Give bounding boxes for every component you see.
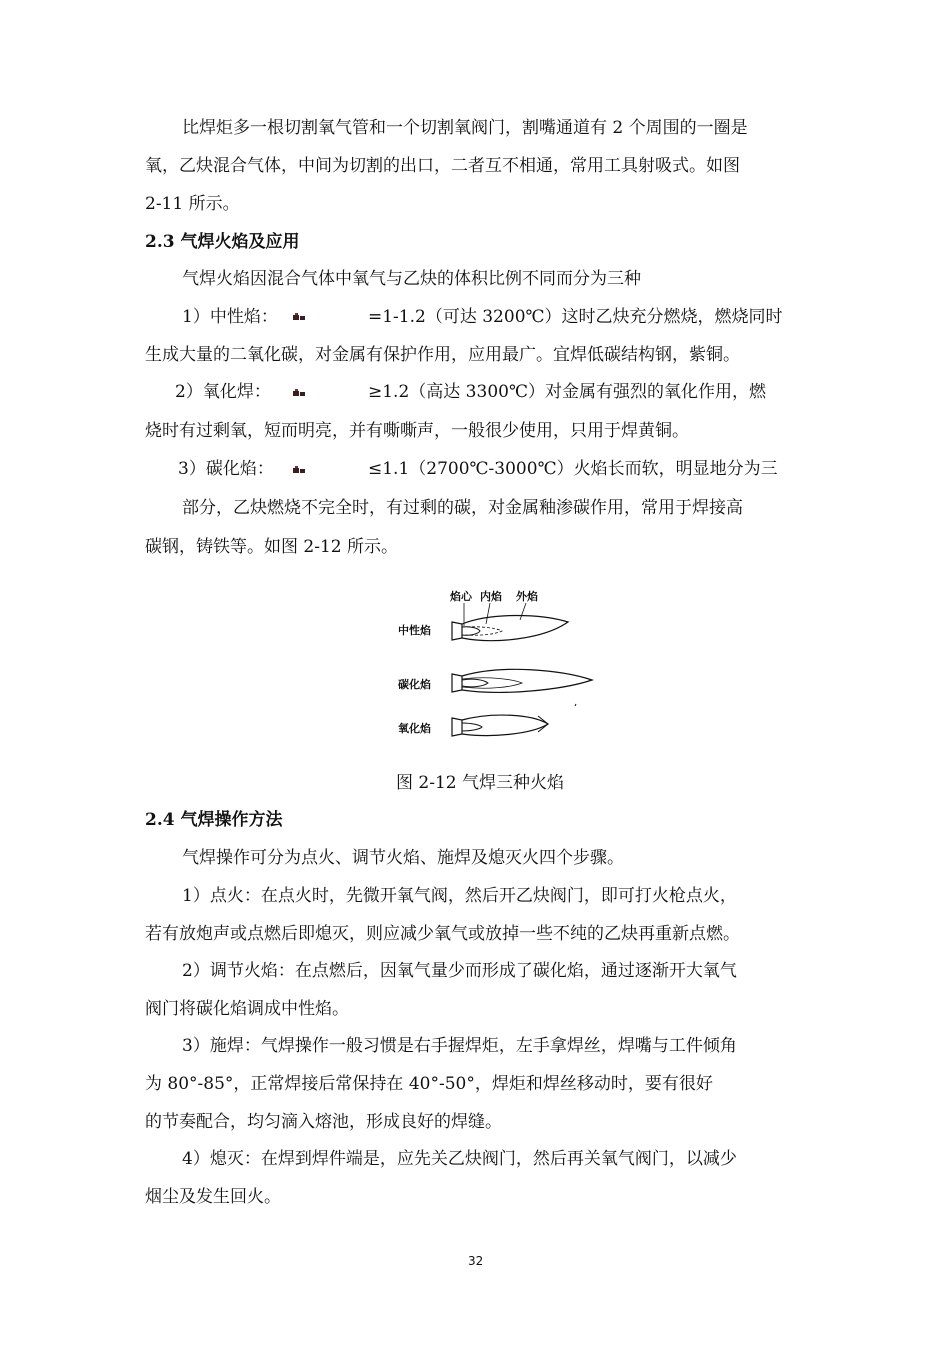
label-inner: 内焰 bbox=[480, 590, 502, 603]
body-text-line: 生成大量的二氧化碳，对金属有保护作用，应用最广。宜焊低碳结构钢，紫铜。 bbox=[145, 345, 740, 365]
body-text-line: 烧时有过剩氧，短而明亮，并有嘶嘶声，一般很少使用，只用于焊黄铜。 bbox=[145, 421, 689, 441]
body-text-line: 碳钢，铸铁等。如图 2-12 所示。 bbox=[145, 537, 398, 557]
page-number: 32 bbox=[468, 1254, 484, 1268]
label-neutral-flame: 中性焰 bbox=[398, 624, 431, 637]
body-text-line: 烟尘及发生回火。 bbox=[145, 1187, 281, 1207]
body-text-line: =1-1.2（可达 3200℃）这时乙炔充分燃烧，燃烧同时 bbox=[368, 307, 783, 327]
figure-caption: 图 2-12 气焊三种火焰 bbox=[396, 773, 564, 793]
formula-image-icon bbox=[292, 388, 306, 398]
oxidizing-flame-label: 2）氧化焊： bbox=[175, 382, 271, 402]
body-text-line: 氧，乙炔混合气体，中间为切割的出口，二者互不相通，常用工具射吸式。如图 bbox=[145, 156, 740, 176]
body-text-line: 为 80°-85°，正常焊接后常保持在 40°-50°，焊炬和焊丝移动时，要有很好 bbox=[145, 1074, 713, 1094]
body-text-line: ≥1.2（高达 3300℃）对金属有强烈的氧化作用，燃 bbox=[368, 382, 766, 402]
formula-image-icon bbox=[292, 312, 306, 322]
body-text-line: 3）施焊：气焊操作一般习惯是右手握焊炬，左手拿焊丝，焊嘴与工件倾角 bbox=[182, 1036, 737, 1056]
body-text-line: 气焊操作可分为点火、调节火焰、施焊及熄灭火四个步骤。 bbox=[182, 848, 624, 868]
label-outer: 外焰 bbox=[516, 590, 538, 603]
label-core: 焰心 bbox=[450, 590, 472, 603]
carburizing-flame-label: 3）碳化焰： bbox=[178, 459, 274, 479]
neutral-flame-label: 1）中性焰： bbox=[182, 307, 278, 327]
formula-image-icon bbox=[292, 465, 306, 475]
body-text-line: 比焊炬多一根切割氧气管和一个切割氧阀门，割嘴通道有 2 个周围的一圈是 bbox=[182, 118, 748, 138]
flame-types-figure bbox=[392, 582, 612, 742]
section-heading-2-4: 2.4 气焊操作方法 bbox=[145, 810, 283, 830]
body-text-line: 2-11 所示。 bbox=[145, 194, 240, 214]
section-heading-2-3: 2.3 气焊火焰及应用 bbox=[145, 232, 300, 252]
body-text-line: 的节奏配合，均匀滴入熔池，形成良好的焊缝。 bbox=[145, 1112, 502, 1132]
body-text-line: 1）点火：在点火时，先微开氧气阀，然后开乙炔阀门，即可打火枪点火， bbox=[182, 886, 737, 906]
body-text-line: 2）调节火焰：在点燃后，因氧气量少而形成了碳化焰，通过逐渐开大氧气 bbox=[182, 961, 737, 981]
body-text-line: 阀门将碳化焰调成中性焰。 bbox=[145, 999, 349, 1019]
label-oxidizing-flame: 氧化焰 bbox=[398, 722, 431, 735]
body-text-line: ≤1.1（2700℃-3000℃）火焰长而软，明显地分为三 bbox=[368, 459, 778, 479]
body-text-line: 4）熄灭：在焊到焊件端是，应先关乙炔阀门，然后再关氧气阀门，以减少 bbox=[182, 1149, 737, 1169]
body-text-line: 部分，乙炔燃烧不完全时，有过剩的碳，对金属釉渗碳作用，常用于焊接高 bbox=[182, 498, 743, 518]
body-text-line: 若有放炮声或点燃后即熄灭，则应减少氧气或放掉一些不纯的乙炔再重新点燃。 bbox=[145, 924, 740, 944]
label-carburizing-flame: 碳化焰 bbox=[398, 678, 431, 691]
body-text-line: 气焊火焰因混合气体中氧气与乙炔的体积比例不同而分为三种 bbox=[182, 269, 641, 289]
